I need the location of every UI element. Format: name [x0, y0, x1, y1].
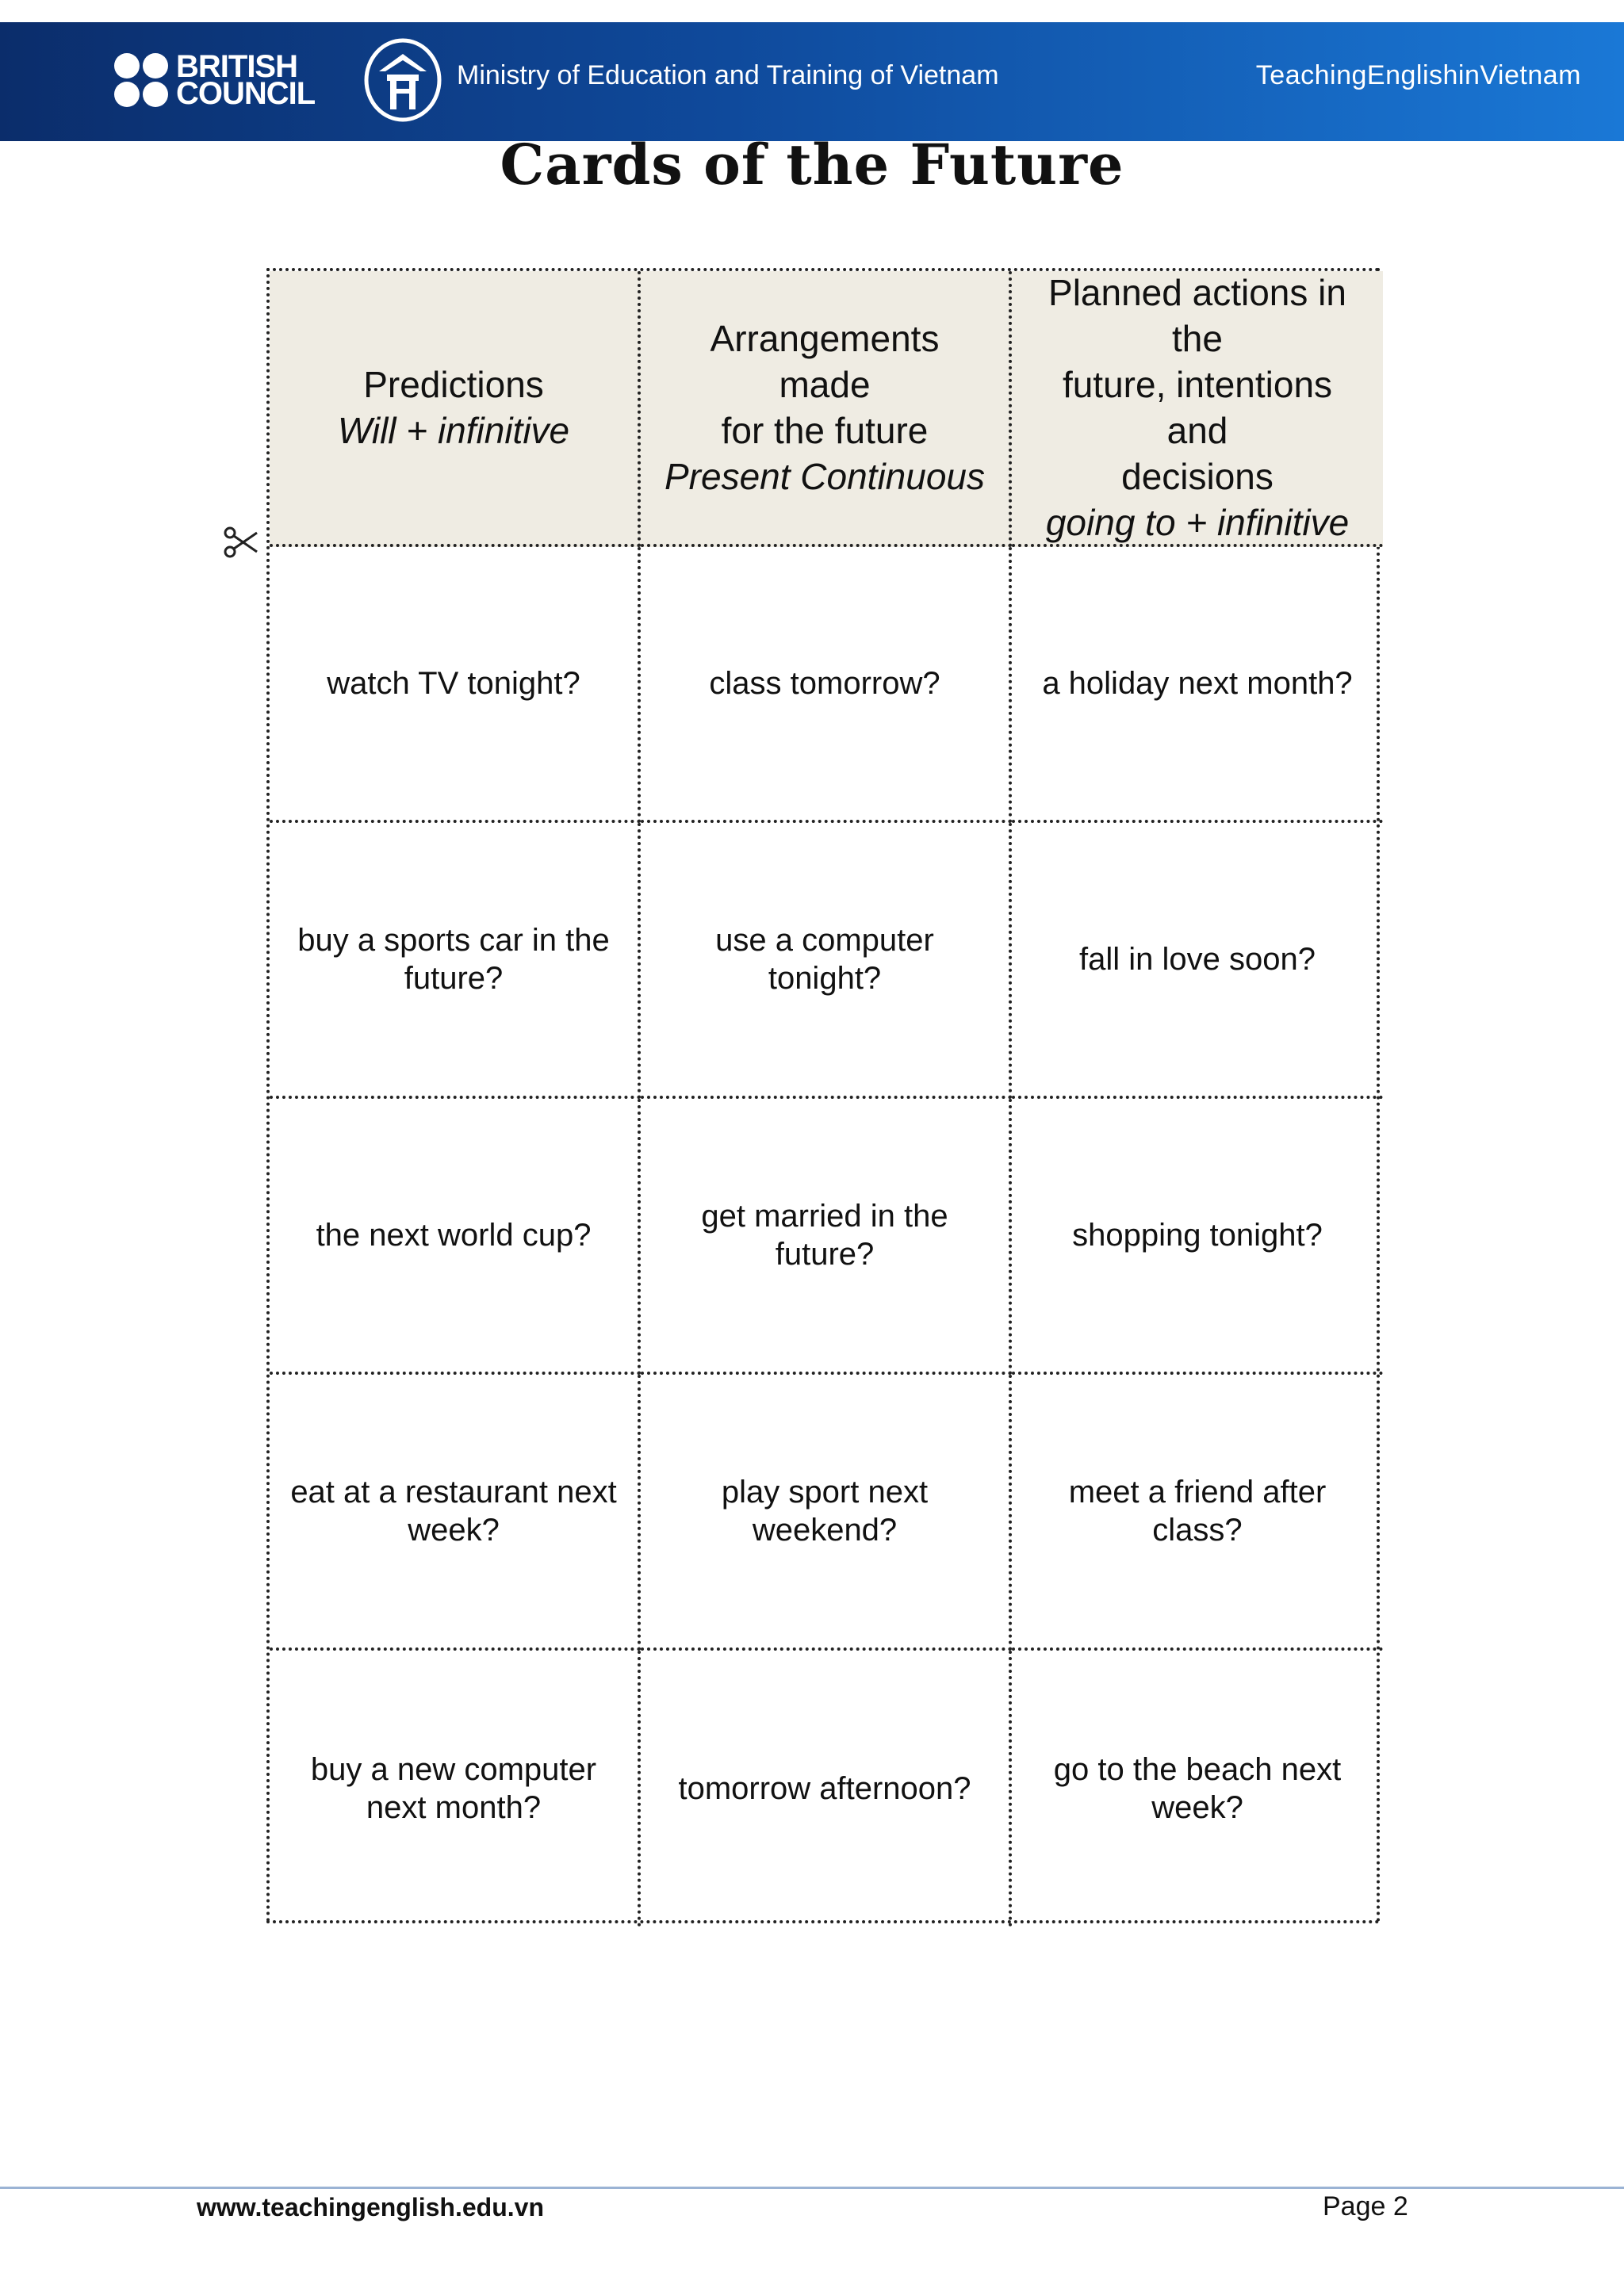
british-council-line2: COUNCIL — [176, 76, 316, 111]
header-planned-actions — [1012, 271, 1383, 547]
card: class tomorrow? — [641, 547, 1012, 823]
card: meet a friend after class? — [1012, 1375, 1383, 1651]
header-line: for the future — [721, 410, 929, 451]
card: play sport next weekend? — [641, 1375, 1012, 1651]
card: eat at a restaurant next week? — [270, 1375, 641, 1651]
cards-table — [266, 268, 1380, 1923]
header-line: Arrangements made — [710, 318, 940, 405]
page-number: Page 2 — [1323, 2191, 1408, 2221]
header-line: decisions — [1121, 456, 1274, 497]
british-council-logo — [114, 46, 315, 114]
footer-divider — [0, 2187, 1624, 2189]
card: shopping tonight? — [1012, 1099, 1383, 1375]
header-line: Planned actions in the — [1048, 272, 1346, 359]
british-council-dots-icon — [114, 53, 168, 107]
card: get married in the future? — [641, 1099, 1012, 1375]
card: buy a sports car in the future? — [270, 823, 641, 1099]
card: the next world cup? — [270, 1099, 641, 1375]
site-name: TeachingEnglishinVietnam — [1255, 60, 1581, 90]
ministry-name: Ministry of Education and Training of Vietnam — [457, 60, 999, 90]
british-council-line1: BRITISH — [176, 49, 297, 84]
page-title: Cards of the Future — [500, 132, 1124, 197]
card: buy a new computer next month? — [270, 1651, 641, 1927]
card: tomorrow afternoon? — [641, 1651, 1012, 1927]
header-line: future, intentions and — [1062, 364, 1333, 451]
card: watch TV tonight? — [270, 547, 641, 823]
footer-url: www.teachingenglish.edu.vn — [197, 2193, 544, 2221]
header-arrangements — [641, 271, 1012, 547]
card: use a computer tonight? — [641, 823, 1012, 1099]
ministry-emblem-icon — [363, 36, 442, 124]
card: go to the beach next week? — [1053, 1752, 1342, 1825]
header-grammar: Will + infinitive — [337, 410, 570, 451]
header-banner — [0, 22, 1624, 141]
header-grammar: Present Continuous — [664, 456, 986, 497]
header-line: Predictions — [363, 364, 544, 405]
card: a holiday next month? — [1012, 547, 1383, 823]
header-grammar: going to + infinitive — [1045, 502, 1350, 543]
scissors-icon — [222, 523, 260, 561]
header-predictions — [270, 271, 641, 547]
card: fall in love soon? — [1012, 823, 1383, 1099]
